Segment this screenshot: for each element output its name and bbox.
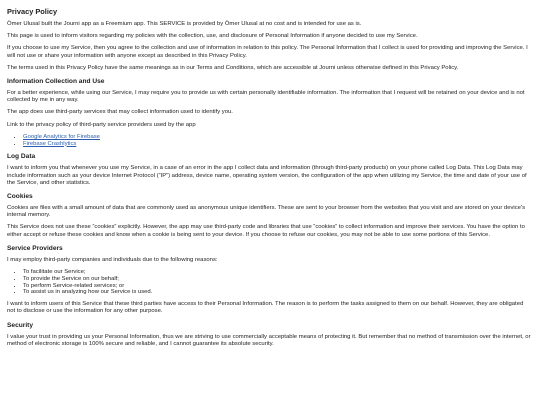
section-heading-cookies: Cookies [7,193,33,201]
intro-paragraph-1: Ömer Ulusal built the Journi app as a Freemium app. This SERVICE is provided by Ömer Ulusal at no cost and is intended for use as is. [7,21,362,27]
intro-paragraph-4: The terms used in this Privacy Policy have the same meanings as in our Terms and Conditions, which are accessible at Journi unless otherwise defined in this Privacy Policy. [7,64,459,71]
google-analytics-firebase-link[interactable]: Google Analytics for Firebase [23,133,100,140]
service-reasons-list [7,269,533,296]
intro-paragraph-3: If you choose to use my Service, then you agree to the collection and use of information in relation to this policy. The Personal Information that I collect is used for providing and improving the Service. I will not use or share your information with anyone except as described in this Privacy Policy. [7,45,528,59]
service-providers-paragraph-2: I want to inform users of this Service that these third parties have access to their Personal Information. The reason is to perform the tasks assigned to them on our behalf. However, they are obligated not to disclose or use the information for any other purpose. [7,301,524,315]
cookies-paragraph-2: This Service does not use these “cookies” explicitly. However, the app may use third-party code and libraries that use “cookies” to collect information and improve their services. You have the option to either accept or refuse these cookies and know when a cookie is being sent to your device. If you choose to refuse our cookies, you may not be able to use some portions of this Service. [7,224,525,238]
log-data-paragraph: I want to inform you that whenever you use my Service, in a case of an error in the app I collect data and information (through third-party products) on your phone called Log Data. This Log Data may include information such as your device Internet Protocol (“IP”) address, device name, operating system version, the configuration of the app when utilizing my Service, the time and date of your use of the Service, and other statistics. [7,165,527,186]
section-heading-log-data: Log Data [7,153,36,161]
list-item: • To provide the Service on our behalf; [23,276,533,283]
info-collection-paragraph-3: Link to the privacy policy of third-party service providers used by the app [7,121,196,128]
section-heading-service-providers: Service Providers [7,244,63,252]
section-heading-info-collection: Information Collection and Use [7,78,105,86]
list-item [23,134,533,141]
firebase-crashlytics-link[interactable]: Firebase Crashlytics [23,140,77,147]
list-item: • To perform Service-related services; or [23,283,533,290]
cookies-paragraph-1: Cookies are files with a small amount of data that are commonly used as anonymous unique identifiers. These are sent to your browser from the websites that you visit and are stored on your device's internal memory. [7,205,526,219]
service-providers-paragraph-1: I may employ third-party companies and individuals due to the following reasons: [7,256,218,263]
section-heading-security: Security [7,321,34,329]
security-paragraph: I value your trust in providing us your Personal Information, thus we are striving to use commercially acceptable means of protecting it. But remember that no method of transmission over the internet, or method of electronic storage is 100% secure and reliable, and I cannot guarantee its absolute security. [7,333,531,347]
info-collection-paragraph-1: For a better experience, while using our Service, I may require you to provide us with certain personally identifiable information. The information that I request will be retained on your device and is not collected by me in any way. [7,90,525,104]
list-item: • To assist us in analyzing how our Service is used. [23,289,533,296]
list-item [23,141,533,148]
list-item: • To facilitate our Service; [23,269,533,276]
info-collection-paragraph-2: The app does use third-party services that may collect information used to identify you. [7,109,233,116]
intro-paragraph-2: This page is used to inform visitors regarding my policies with the collection, use, and disclosure of Personal Information if anyone decided to use my Service. [7,33,418,40]
page-title: Privacy Policy [7,7,58,16]
third-party-links-list [7,134,533,148]
